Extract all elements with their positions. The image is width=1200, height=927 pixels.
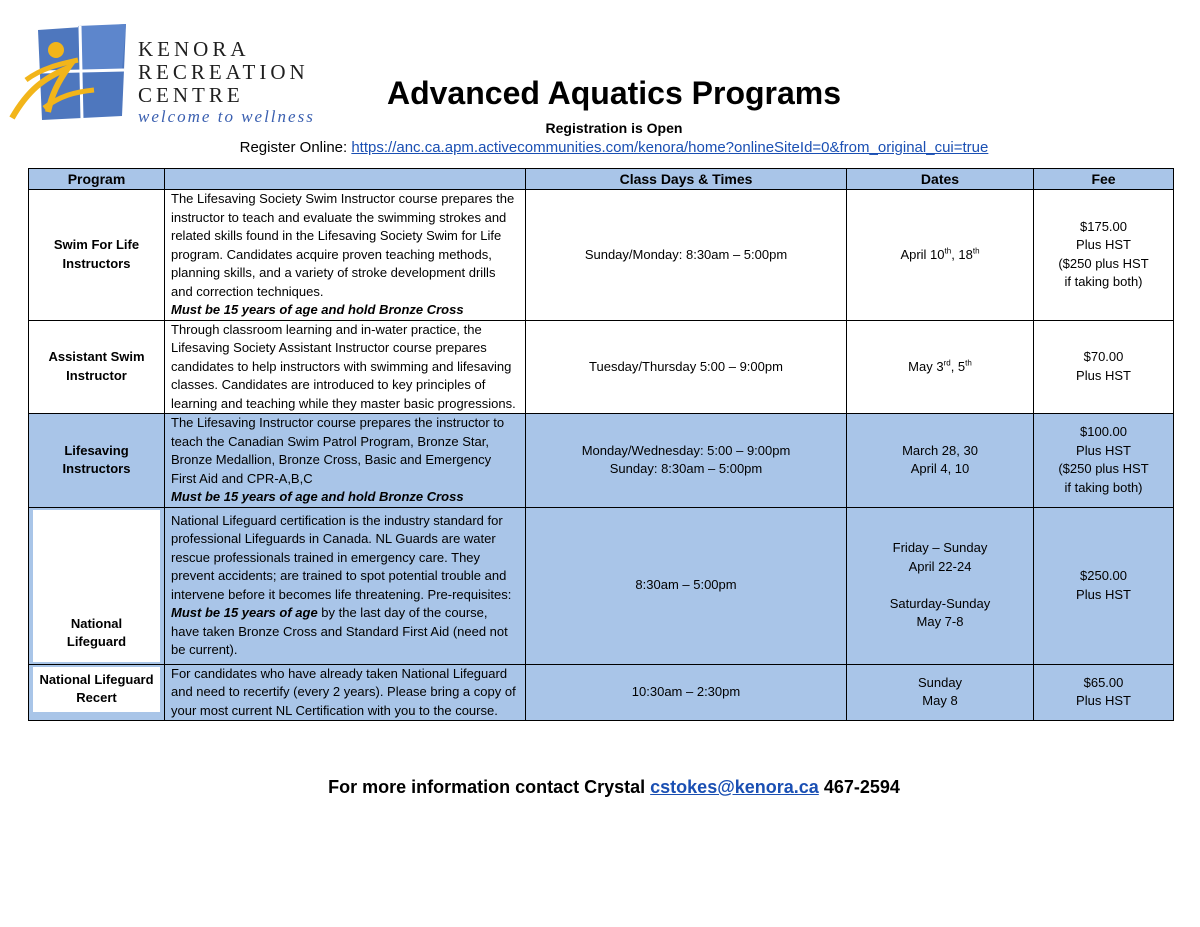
date-part: April 10 [900,246,945,262]
register-label: Register Online: [239,139,352,156]
logo-tagline: welcome to wellness [138,107,315,126]
program-name-box [33,510,160,662]
program-dates [847,320,1034,414]
date-part: 18 [958,246,973,262]
fee-note: if taking both) [1064,274,1143,290]
program-description: For candidates who have already taken National Lifeguard and need to recertify (every 2 years). Please bring a copy of your most current NL Certification with you to the course. [165,664,526,721]
date-line: May 7-8 [916,614,964,630]
class-times: Sunday/Monday: 8:30am – 5:00pm [526,190,847,321]
contact-phone: 467-2594 [818,777,900,797]
date-separator: , [951,246,959,262]
program-fee [1034,320,1174,414]
page-title: Advanced Aquatics Programs [386,75,842,111]
requirement-text: Must be 15 years of age and hold Bronze Cross [171,302,464,317]
fee-note: ($250 plus HST [1058,461,1149,477]
registration-status: Registration is Open [545,120,683,136]
fee-amount: $175.00 [1080,218,1127,234]
program-name: Assistant Swim Instructor [29,320,165,414]
register-link[interactable]: https://anc.ca.apm.activecommunities.com/kenora/home?onlineSiteId=0&from_original_cui=true [351,139,989,156]
logo-line-3: CENTRE [138,83,244,107]
date-line: Saturday-Sunday [889,595,991,611]
register-line [0,139,1200,156]
header-description [165,169,526,190]
fee-amount: $65.00 [1083,674,1124,690]
header-fee: Fee [1034,169,1174,190]
date-line: April 22-24 [908,558,972,574]
fee-note: Plus HST [1076,693,1131,709]
date-line: May 8 [922,693,958,709]
fee-amount: $250.00 [1080,568,1127,583]
program-fee [1034,664,1174,721]
program-name-box [33,667,160,712]
class-times: Tuesday/Thursday 5:00 – 9:00pm [526,320,847,414]
footer-text: For more information contact Crystal [328,777,651,797]
fee-amount: $70.00 [1083,349,1124,365]
program-dates [847,507,1034,664]
date-line: March 28, 30 [902,442,978,458]
date-suffix: th [965,358,972,368]
program-dates [847,414,1034,508]
program-description [165,190,526,321]
table-row [29,320,1174,414]
program-description [165,507,526,664]
date-line: Sunday [917,674,963,690]
table-row [29,414,1174,508]
program-fee [1034,414,1174,508]
program-description [165,414,526,508]
header-dates: Dates [847,169,1034,190]
description-text: National Lifeguard certification is the industry standard for professional Lifeguards in Canada. NL Guards are water rescue professionals trained in emergency care. They prevent accidents; are trained to spot potential trouble and intervene before it becomes life threatening. Pre-requisites: [171,512,512,602]
table-row [29,507,1174,664]
program-description: Through classroom learning and in-water practice, the Lifesaving Society Assistant Instructor course prepares candidates to help instructors with swimming and lifesaving classes. Candidates are introduced to key principles of learning and teaching while they master basic progressions. [165,320,526,414]
fee-amount: $100.00 [1080,424,1127,440]
date-separator: , [950,358,958,374]
fee-note: ($250 plus HST [1058,255,1149,271]
program-fee [1034,190,1174,321]
date-part: May 3 [908,358,944,374]
table-header-row [29,169,1174,190]
program-name: Swim For Life Instructors [29,190,165,321]
fee-note: Plus HST [1076,237,1131,253]
description-text: The Lifesaving Society Swim Instructor course prepares the instructor to teach and evaluate the swimming strokes and related skills found in the Lifesaving Society Swim for Life program. Candidates acquire proven teaching methods, planning skills, and a variety of stroke development drills and correction techniques. [171,191,515,299]
date-suffix: rd [943,358,951,368]
program-dates [847,664,1034,721]
table-row [29,190,1174,321]
logo-line-1: KENORA [138,37,250,61]
header-program: Program [29,169,165,190]
program-name: Lifesaving Instructors [29,414,165,508]
program-cell [29,664,165,721]
class-times: 8:30am – 5:00pm [526,507,847,664]
description-text: by the last day of the course, have taken Bronze Cross and Standard First Aid (need not be current). [171,605,508,657]
class-times [526,414,847,508]
fee-note: Plus HST [1076,367,1131,383]
date-part: 5 [957,358,966,374]
description-text: The Lifesaving Instructor course prepares the instructor to teach the Canadian Swim Patrol Program, Bronze Star, Bronze Medallion, Bronze Cross, Basic and Emergency First Aid and CPR-A,B,C [171,415,505,486]
requirement-text: Must be 15 years of age and hold Bronze Cross [171,489,464,504]
time-line: Monday/Wednesday: 5:00 – 9:00pm [581,442,791,458]
fee-note: Plus HST [1076,586,1131,602]
fee-note: Plus HST [1076,442,1131,458]
fee-note: if taking both) [1064,479,1143,495]
date-line: April 4, 10 [910,461,970,477]
table-row [29,664,1174,721]
logo-line-2: RECREATION [138,60,309,84]
program-dates [847,190,1034,321]
program-cell [29,507,165,664]
programs-table [28,168,1174,721]
program-name: National Lifeguard [66,615,127,649]
class-times: 10:30am – 2:30pm [526,664,847,721]
program-name: National Lifeguard Recert [39,671,154,705]
header-class-times: Class Days & Times [526,169,847,190]
program-fee [1034,507,1174,664]
date-suffix: th [972,246,980,256]
date-suffix: th [944,246,952,256]
time-line: Sunday: 8:30am – 5:00pm [609,461,763,477]
date-line: Friday – Sunday [892,540,988,556]
contact-email-link[interactable]: cstokes@kenora.ca [650,777,819,797]
requirement-text: Must be 15 years of age [171,605,318,620]
contact-footer [0,777,1200,798]
